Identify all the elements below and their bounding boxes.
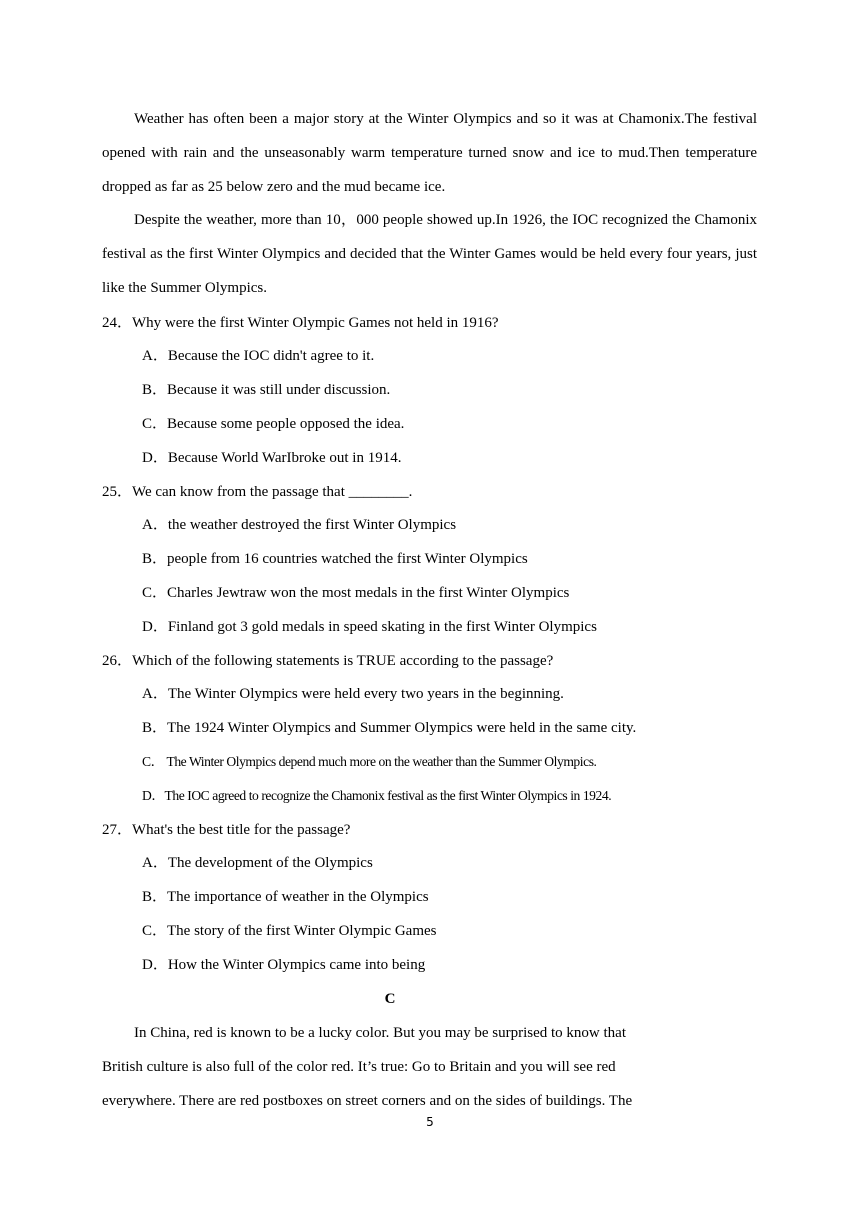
page-number: 5 (426, 1115, 434, 1129)
answer-option: A．The development of the Olympics (142, 855, 373, 871)
passage-line: everywhere. There are red postboxes on street corners and on the sides of buildings. The (102, 1093, 633, 1109)
answer-option: C．Charles Jewtraw won the most medals in the first Winter Olympics (142, 585, 570, 601)
answer-option: A．the weather destroyed the first Winter Olympics (142, 517, 457, 533)
passage-line: In China, red is known to be a lucky color. But you may be surprised to know that (134, 1025, 627, 1041)
question-stem: 26．Which of the following statements is TRUE according to the passage? (102, 653, 554, 669)
answer-option: C．Because some people opposed the idea. (142, 416, 405, 432)
question-stem: 27．What's the best title for the passage? (102, 822, 351, 838)
answer-option: C． The Winter Olympics depend much more on the weather than the Summer Olympics. (142, 754, 597, 769)
answer-option: D．The IOC agreed to recognize the Chamonix festival as the first Winter Olympics in 1924. (142, 788, 612, 803)
answer-option: D．Finland got 3 gold medals in speed skating in the first Winter Olympics (142, 619, 597, 635)
answer-option: B．Because it was still under discussion. (142, 382, 391, 398)
passage-paragraph: Despite the weather, more than 10，000 people showed up.In 1926, the IOC recognized the Chamonix festival as the first Winter Olympics and decided that the Winter Games would be held every four years, just like the Summer Olympics. (102, 212, 757, 296)
passage-line: British culture is also full of the color red. It’s true: Go to Britain and you will see red (102, 1059, 616, 1075)
passage-paragraph: Weather has often been a major story at the Winter Olympics and so it was at Chamonix.The festival opened with rain and the unseasonably warm temperature turned snow and ice to mud.Then temperature dropped as far as 25 below zero and the mud became ice. (102, 111, 757, 195)
question-stem: 25．We can know from the passage that ________. (102, 484, 413, 500)
answer-option: D．Because World WarIbroke out in 1914. (142, 450, 402, 466)
answer-option: C．The story of the first Winter Olympic Games (142, 923, 437, 939)
answer-option: A．Because the IOC didn't agree to it. (142, 348, 375, 364)
answer-option: B．The 1924 Winter Olympics and Summer Olympics were held in the same city. (142, 720, 637, 736)
answer-option: D．How the Winter Olympics came into being (142, 957, 426, 973)
answer-option: A．The Winter Olympics were held every two years in the beginning. (142, 686, 564, 702)
answer-option: B．people from 16 countries watched the first Winter Olympics (142, 551, 528, 567)
section-heading: C (384, 991, 396, 1007)
answer-option: B．The importance of weather in the Olympics (142, 889, 429, 905)
question-stem: 24．Why were the first Winter Olympic Games not held in 1916? (102, 315, 499, 331)
